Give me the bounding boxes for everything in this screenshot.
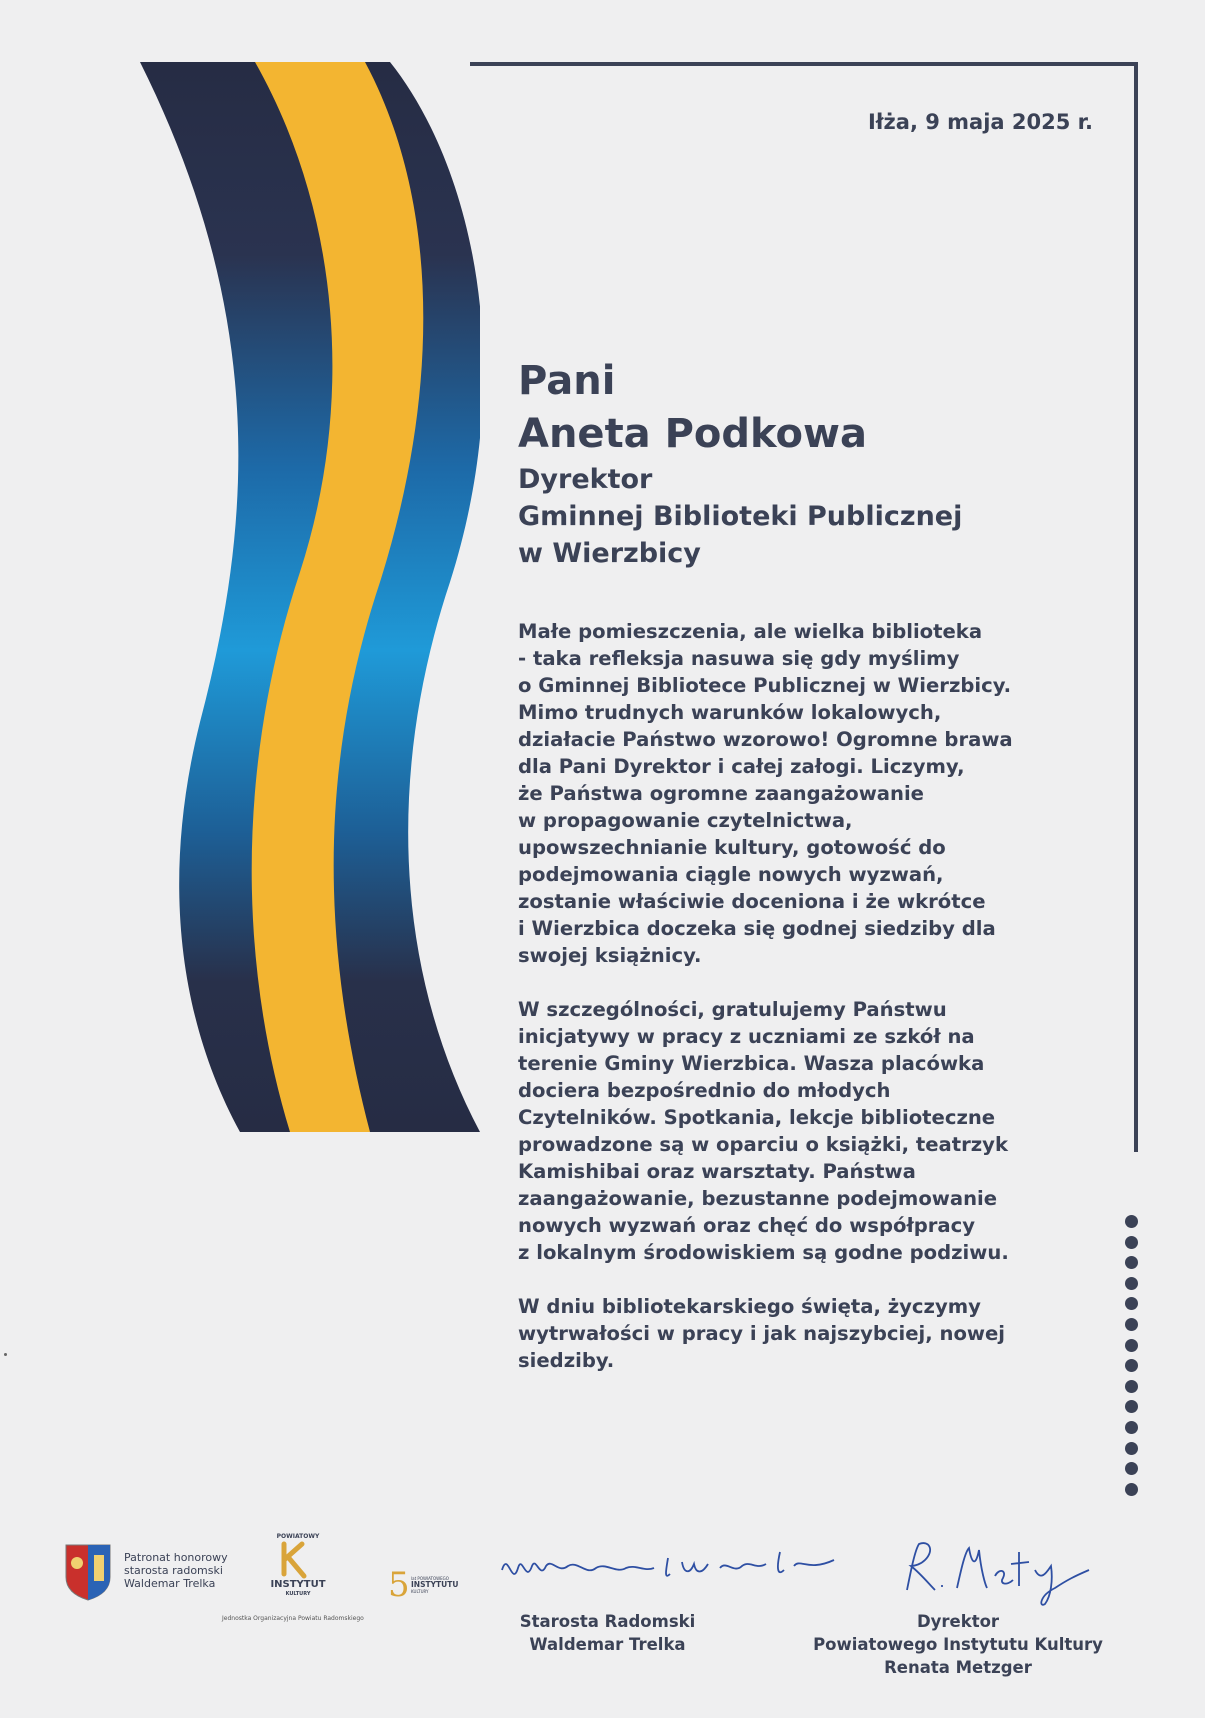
body-line: że Państwa ogromne zaangażowanie bbox=[518, 782, 924, 805]
signer-starosta bbox=[505, 1610, 710, 1656]
signer-name: Renata Metzger bbox=[884, 1658, 1032, 1677]
frame-dot-column bbox=[1125, 1215, 1145, 1503]
body-line: wytrwałości w pracy i jak najszybciej, nowej bbox=[518, 1322, 1006, 1345]
body-line: w propagowanie czytelnictwa, bbox=[518, 809, 853, 832]
body-line: swojej książnicy. bbox=[518, 944, 702, 967]
svg-text:INSTYTUTU: INSTYTUTU bbox=[411, 1580, 459, 1589]
body-line: zostanie właściwie doceniona i że wkrótce bbox=[518, 890, 986, 913]
frame-dot bbox=[1125, 1400, 1138, 1413]
anniversary-logo bbox=[386, 1560, 466, 1605]
county-crest-icon bbox=[64, 1543, 112, 1601]
signer-director bbox=[808, 1610, 1108, 1679]
recipient-block bbox=[518, 355, 1118, 572]
body-line: upowszechnianie kultury, gotowość do bbox=[518, 836, 946, 859]
decorative-ribbon bbox=[140, 62, 480, 1132]
body-line: nowych wyzwań oraz chęć do współpracy bbox=[518, 1214, 976, 1237]
body-line: z lokalnym środowiskiem są godne podziwu. bbox=[518, 1241, 1009, 1264]
body-paragraph bbox=[518, 618, 1118, 969]
frame-dot bbox=[1125, 1442, 1138, 1455]
letter-body bbox=[518, 618, 1118, 1401]
body-line: o Gminnej Bibliotece Publicznej w Wierzbicy. bbox=[518, 674, 1012, 697]
body-line: prowadzone są w oparciu o książki, teatrzyk bbox=[518, 1133, 1008, 1156]
signer-title: Dyrektor bbox=[916, 1612, 1000, 1631]
frame-dot bbox=[1125, 1339, 1138, 1352]
body-line: Małe pomieszczenia, ale wielka biblioteka bbox=[518, 620, 983, 643]
body-line: W szczególności, gratulujemy Państwu bbox=[518, 998, 947, 1021]
body-line: i Wierzbica doczeka się godnej siedziby dla bbox=[518, 917, 996, 940]
frame-dot bbox=[1125, 1256, 1138, 1269]
svg-text:KULTURY: KULTURY bbox=[411, 1589, 429, 1594]
recipient-role-line: w Wierzbicy bbox=[518, 538, 701, 569]
recipient-title: Pani bbox=[518, 358, 616, 404]
body-line: - taka refleksja nasuwa się gdy myślimy bbox=[518, 647, 960, 670]
body-line: W dniu bibliotekarskiego święta, życzymy bbox=[518, 1295, 981, 1318]
recipient-role-line: Dyrektor bbox=[518, 464, 653, 495]
patronage-line: Waldemar Trelka bbox=[124, 1577, 216, 1590]
svg-text:lat POWIATOWEGO: lat POWIATOWEGO bbox=[411, 1576, 449, 1581]
frame-dot bbox=[1125, 1297, 1138, 1310]
body-line: Czytelników. Spotkania, lekcje biblioteczne bbox=[518, 1106, 996, 1129]
svg-text:POWIATOWY: POWIATOWY bbox=[276, 1533, 320, 1540]
body-paragraph bbox=[518, 996, 1118, 1266]
institute-logo bbox=[258, 1530, 338, 1602]
frame-dot bbox=[1125, 1462, 1138, 1475]
patronage-line: starosta radomski bbox=[124, 1564, 223, 1577]
signature-starosta bbox=[498, 1540, 838, 1600]
frame-dot bbox=[1125, 1277, 1138, 1290]
body-line: podejmowania ciągle nowych wyzwań, bbox=[518, 863, 944, 886]
frame-dot bbox=[1125, 1318, 1138, 1331]
svg-text:5: 5 bbox=[388, 1565, 410, 1605]
svg-text:INSTYTUT: INSTYTUT bbox=[270, 1579, 326, 1590]
signature-director bbox=[895, 1530, 1095, 1610]
frame-dot bbox=[1125, 1359, 1138, 1372]
scan-speck bbox=[4, 1353, 7, 1356]
frame-dot bbox=[1125, 1215, 1138, 1228]
body-line: siedziby. bbox=[518, 1349, 615, 1372]
signer-title: Starosta Radomski bbox=[519, 1612, 696, 1631]
frame-dot bbox=[1125, 1483, 1138, 1496]
body-line: działacie Państwo wzorowo! Ogromne brawa bbox=[518, 728, 1013, 751]
body-line: terenie Gminy Wierzbica. Wasza placówka bbox=[518, 1052, 985, 1075]
signer-name: Waldemar Trelka bbox=[529, 1635, 686, 1654]
body-line: dla Pani Dyrektor i całej załogi. Liczymy, bbox=[518, 755, 965, 778]
body-line: Mimo trudnych warunków lokalowych, bbox=[518, 701, 942, 724]
svg-text:KULTURY: KULTURY bbox=[285, 1591, 311, 1597]
body-line: dociera bezpośrednio do młodych bbox=[518, 1079, 891, 1102]
body-paragraph bbox=[518, 1293, 1118, 1374]
frame-top-line bbox=[470, 62, 1137, 66]
honorary-patronage bbox=[124, 1551, 244, 1590]
body-line: zaangażowanie, bezustanne podejmowanie bbox=[518, 1187, 998, 1210]
letter-date: Iłża, 9 maja 2025 r. bbox=[867, 110, 1093, 134]
body-line: inicjatywy w pracy z uczniami ze szkół na bbox=[518, 1025, 975, 1048]
institute-caption: Jednostka Organizacyjna Powiatu Radomskiego bbox=[222, 1615, 364, 1622]
frame-right-line bbox=[1134, 62, 1138, 1152]
signer-title: Powiatowego Instytutu Kultury bbox=[813, 1635, 1103, 1654]
body-line: Kamishibai oraz warsztaty. Państwa bbox=[518, 1160, 916, 1183]
frame-dot bbox=[1125, 1236, 1138, 1249]
recipient-name: Aneta Podkowa bbox=[518, 411, 867, 457]
frame-dot bbox=[1125, 1380, 1138, 1393]
patronage-line: Patronat honorowy bbox=[124, 1551, 228, 1564]
recipient-role-line: Gminnej Biblioteki Publicznej bbox=[518, 501, 963, 532]
frame-dot bbox=[1125, 1421, 1138, 1434]
